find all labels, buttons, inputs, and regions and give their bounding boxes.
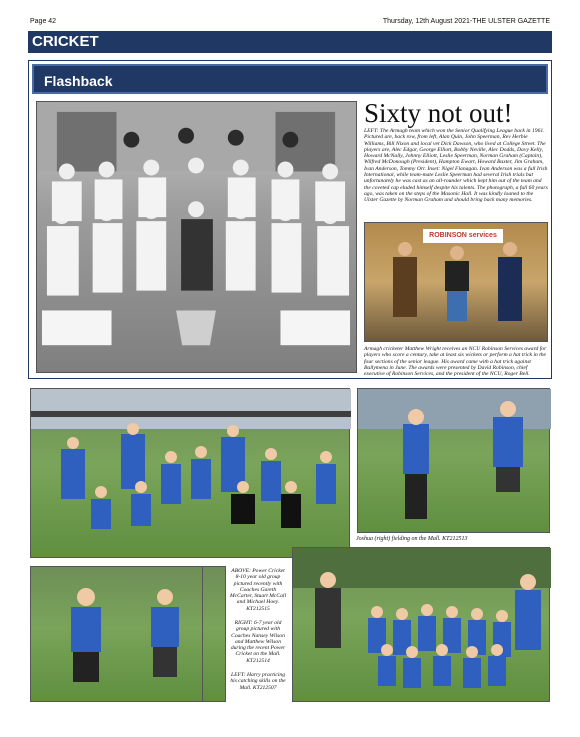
award-figures (365, 223, 549, 343)
headline: Sixty not out! (364, 98, 513, 128)
group-photo-8-10 (30, 388, 350, 558)
robinson-banner: ROBINSON services (423, 229, 503, 243)
harry-figures (31, 567, 227, 703)
above-caption: ABOVE: Power Cricket 8-10 year old group pictured recently with Coaches Gareth McCarter, Stuart McCall and Michael Hoey. KT212515 (229, 568, 287, 612)
right-caption: RIGHT: 6-7 year old group pictured with Coaches Nansey Wilson and Matthew Wilson during the recent Power Cricket on the Mall. KT212514 (230, 620, 286, 664)
team-photo-figures (37, 102, 356, 372)
group-8-10-figures (31, 389, 351, 559)
award-photo (364, 222, 548, 342)
joshua-photo (357, 388, 550, 533)
joshua-caption: Joshua (right) fielding on the Mall. KT212513 (356, 536, 468, 542)
section-title: CRICKET (28, 31, 552, 53)
group-photo-6-7 (292, 547, 550, 702)
page-dateline: Thursday, 12th August 2021-THE ULSTER GAZETTE (382, 18, 550, 25)
flashback-caption: LEFT: The Armagh team which won the Senior Qualifying League back in 1961. Pictured are, back row, from left, Alan Quin, John Speerman, Rev Herbie Williams, Bill Nixon and local vet Dick Dawson, who lived at College Street. The players are, Alec Edgar, George Elliott, Bobby Neville, Alec Dodds, Davy Kelly, Howard McNally, Johnny Elliott, Leslie Speerman, Norman Graham (Captain), Wilfred McDonough (President), Hampton Ewart, Howard Baxter, Jim Graham, Ivan Anderson, Tommy Orr. Inset: Nigel Flanagan. Ivan Anderson was a full Irish International, while team-mate Leslie Speerman had several Irish trials but unfortunately he was cast as an all-rounder which kept him out of the team and the coveted cap eluded himself despite his talents. The photograph, a full 60 years ago, was taken on the steps of the Masonic Hall. It was kindly loaned to the Ulster Gazette by Norman Graham and should bring back many memories. (364, 128, 548, 204)
team-photo-1961 (36, 101, 357, 373)
left-caption: LEFT: Harry practicing his catching skills on the Mall. KT212507 (230, 672, 286, 691)
page-number: Page 42 (30, 18, 57, 25)
group-6-7-figures (293, 548, 551, 703)
flashback-label: Flashback (32, 64, 548, 94)
harry-photo (30, 566, 226, 702)
side-photo (202, 566, 226, 702)
joshua-figures (358, 389, 551, 534)
award-caption: Armagh cricketer Matthew Wright receives an NCU Robinson Services award for players who score a century, take at least six wickets or perform a hat trick in the four sections of the senior league. His award came with a hat trick against Ballymena in June. The awards were presented by David Robinson, chief executive of Robinson Services, and the president of the NCU, Roger Bell. (364, 346, 547, 378)
